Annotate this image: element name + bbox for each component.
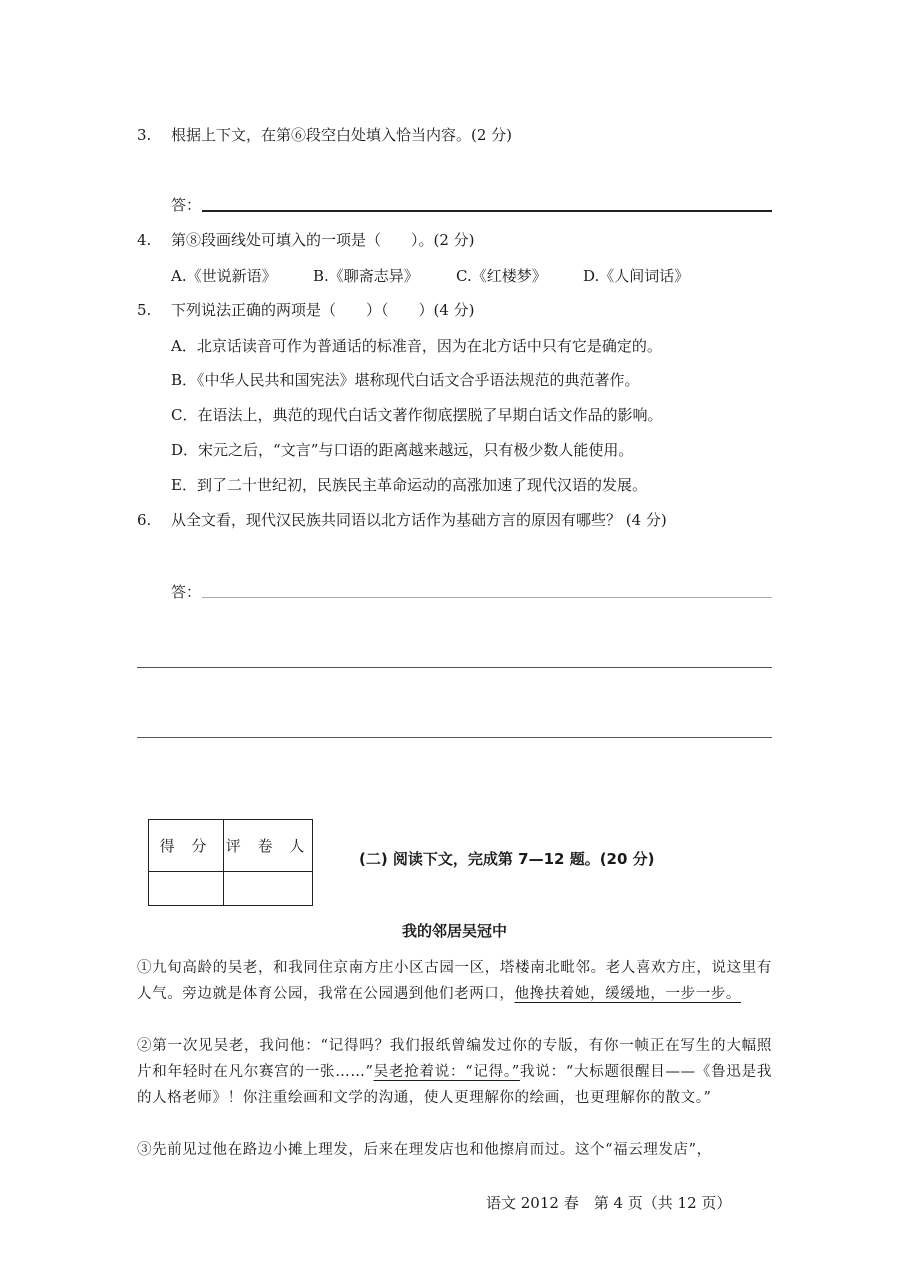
question-4-text: 第⑧段画线处可填入的一项是（ ）。(2 分) bbox=[171, 231, 475, 249]
question-4-option-c: C.《红楼梦》 bbox=[456, 267, 547, 285]
score-box-grader-cell[interactable] bbox=[224, 872, 313, 906]
question-6-answer-line-2[interactable] bbox=[137, 667, 772, 668]
article-paragraph-2-underlined: 吴老抢着说：“记得。” bbox=[373, 1064, 520, 1080]
article-paragraph-1 bbox=[137, 955, 772, 1007]
question-5-number: 5. bbox=[137, 301, 152, 319]
question-6-text: 从全文看，现代汉民族共同语以北方话作为基础方言的原因有哪些？ (4 分) bbox=[171, 511, 667, 529]
score-box-header-grader: 评 卷 人 bbox=[224, 820, 313, 872]
question-6-answer-label: 答： bbox=[171, 583, 202, 601]
question-3-answer-line[interactable] bbox=[202, 210, 772, 212]
question-5-option-d: D．宋元之后，“文言”与口语的距离越来越远，只有极少数人能使用。 bbox=[171, 441, 634, 459]
page-footer: 语文 2012 春 第 4 页（共 12 页） bbox=[486, 1194, 732, 1212]
article-title: 我的邻居吴冠中 bbox=[401, 922, 507, 940]
question-6-answer-line-3[interactable] bbox=[137, 737, 772, 738]
question-5-option-e: E．到了二十世纪初，民族民主革命运动的高涨加速了现代汉语的发展。 bbox=[171, 476, 647, 494]
article-paragraph-1-underlined: 他搀扶着她，缓缓地，一步一步。 bbox=[514, 986, 741, 1002]
article-paragraph-3: ③先前见过他在路边小摊上理发，后来在理发店也和他擦肩而过。这个“福云理发店”， bbox=[137, 1142, 712, 1158]
question-4-option-b: B.《聊斋志异》 bbox=[313, 267, 419, 285]
question-6-answer-line-1[interactable] bbox=[202, 597, 772, 598]
score-box-header-score: 得 分 bbox=[149, 820, 224, 872]
article-paragraph-1-text: ①九旬高龄的吴老，和我同住京南方庄小区古园一区，塔楼南北毗邻。老人喜欢方庄，说这里有人气。旁边就是体育公园，我常在公园遇到他们老两口， bbox=[137, 960, 772, 1002]
question-4-number: 4. bbox=[137, 231, 152, 249]
question-3-answer-label: 答： bbox=[171, 196, 202, 214]
score-box bbox=[148, 819, 313, 906]
question-5-text: 下列说法正确的两项是（ ）（ ）(4 分) bbox=[171, 301, 475, 319]
question-5-option-a: A．北京话读音可作为普通话的标准音，因为在北方话中只有它是确定的。 bbox=[171, 337, 662, 355]
question-6-number: 6. bbox=[137, 511, 152, 529]
question-3-number: 3. bbox=[137, 126, 152, 144]
article-paragraph-2-text-cont: 我说：“大标题很醒目——《鲁迅是我的人格老师》！你注重绘画和文学的沟通，使人更理解你的绘画，也更理解你的散文。” bbox=[137, 1064, 772, 1106]
article-paragraph-2 bbox=[137, 1033, 772, 1111]
article-paragraph-2-text: ②第一次见吴老，我问他：“记得吗？我们报纸曾编发过你的专版，有你一帧正在写生的大幅照片和年轻时在凡尔赛宫的一张……” bbox=[137, 1038, 772, 1080]
question-5-option-c: C．在语法上，典范的现代白话文著作彻底摆脱了早期白话文作品的影响。 bbox=[171, 406, 663, 424]
question-3-text: 根据上下文，在第⑥段空白处填入恰当内容。(2 分) bbox=[171, 126, 513, 144]
section-2-heading: (二) 阅读下文，完成第 7—12 题。(20 分) bbox=[359, 850, 655, 868]
question-4-option-a: A.《世说新语》 bbox=[171, 267, 277, 285]
question-5-option-b: B．《中华人民共和国宪法》堪称现代白话文合乎语法规范的典范著作。 bbox=[171, 371, 640, 389]
question-4-option-d: D.《人间词话》 bbox=[583, 267, 690, 285]
score-box-score-cell[interactable] bbox=[149, 872, 224, 906]
